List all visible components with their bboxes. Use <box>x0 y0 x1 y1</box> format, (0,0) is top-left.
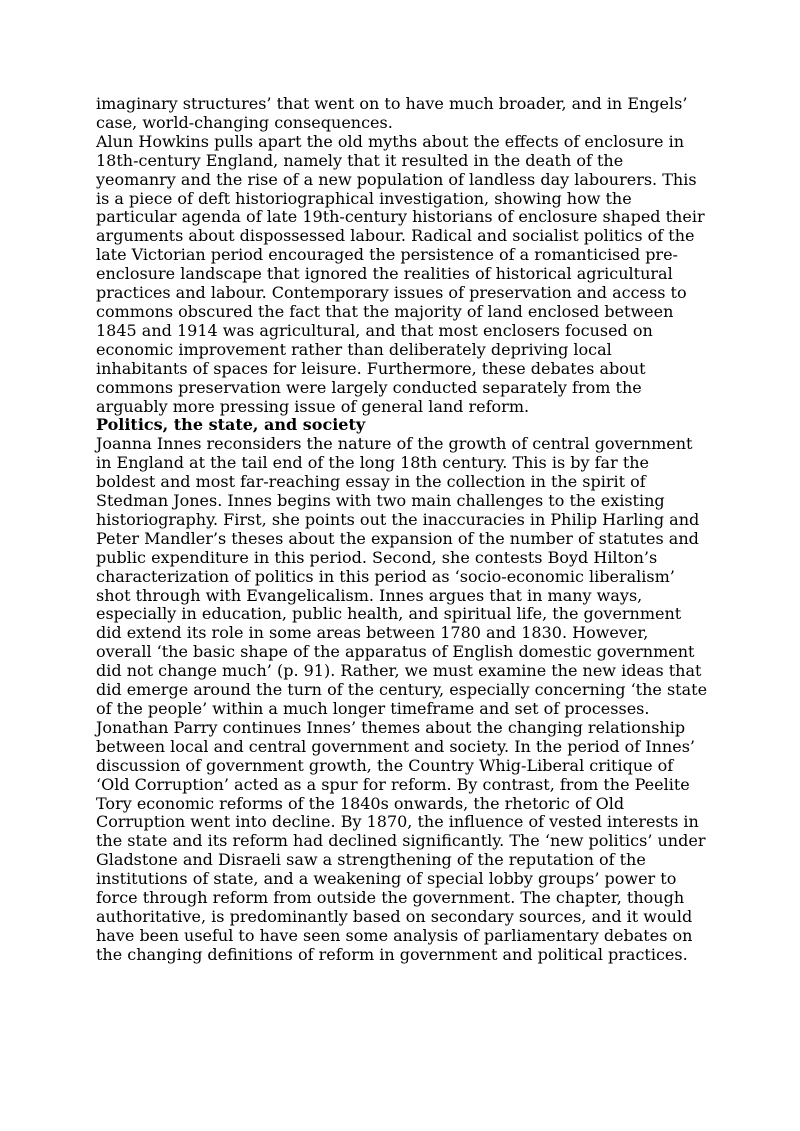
paragraph-parry-reform: Jonathan Parry continues Innes’ themes about the changing relationship between local and central government and society. In the period of Innes’ discussion of government growth, the Country Whig-Liberal critique of ‘Old Corruption’ acted as a spur for reform. By contrast, from the Peelite Tory economic reforms of the 1840s onwards, the rhetoric of Old Corruption went into decline. By 1870, the influence of vested interests in the state and its reform had declined significantly. The ‘new politics’ under Gladstone and Disraeli saw a strengthening of the reputation of the institutions of state, and a weakening of special lobby groups’ power to force through reform from outside the government. The chapter, though authoritative, is predominantly based on secondary sources, and it would have been useful to have seen some analysis of parliamentary debates on the changing definitions of reform in government and political practices. <box>96 717 706 964</box>
paragraph-innes-government: Joanna Innes reconsiders the nature of the growth of central government in England at the tail end of the long 18th century. This is by far the boldest and most far-reaching essay in the collection in the spirit of Stedman Jones. Innes begins with two main challenges to the existing historiography. First, she points out the inaccuracies in Philip Harling and Peter Mandler’s theses about the expansion of the number of statutes and public expenditure in this period. Second, she contests Boyd Hilton’s characterization of politics in this period as ‘socio-economic liberalism’ shot through with Evangelicalism. Innes argues that in many ways, especially in education, public health, and spiritual life, the government did extend its role in some areas between 1780 and 1830. However, overall ‘the basic shape of the apparatus of English domestic government did not change much’ (p. 91). Rather, we must examine the new ideas that did emerge around the turn of the century, especially concerning ‘the state of the people’ within a much longer timeframe and set of processes. <box>96 434 708 718</box>
paragraph-engels-conclusion: imaginary structures’ that went on to have much broader, and in Engels’ case, world-changing consequences. <box>96 94 688 132</box>
section-heading: Politics, the state, and society <box>96 415 366 435</box>
paragraph-howkins-enclosure: Alun Howkins pulls apart the old myths about the effects of enclosure in 18th-century England, namely that it resulted in the death of the yeomanry and the rise of a new population of landless day labourers. This is a piece of deft historiographical investigation, showing how the particular agenda of late 19th-century historians of enclosure shaped their arguments about dispossessed labour. Radical and socialist politics of the late Victorian period encouraged the persistence of a romanticised pre-enclosure landscape that ignored the realities of historical agricultural practices and labour. Contemporary issues of preservation and access to commons obscured the fact that the majority of land enclosed between 1845 and 1914 was agricultural, and that most enclosers focused on economic improvement rather than deliberately depriving local inhabitants of spaces for leisure. Furthermore, these debates about commons preservation were largely conducted separately from the arguably more pressing issue of general land reform. <box>96 131 705 416</box>
document-page <box>96 95 708 965</box>
